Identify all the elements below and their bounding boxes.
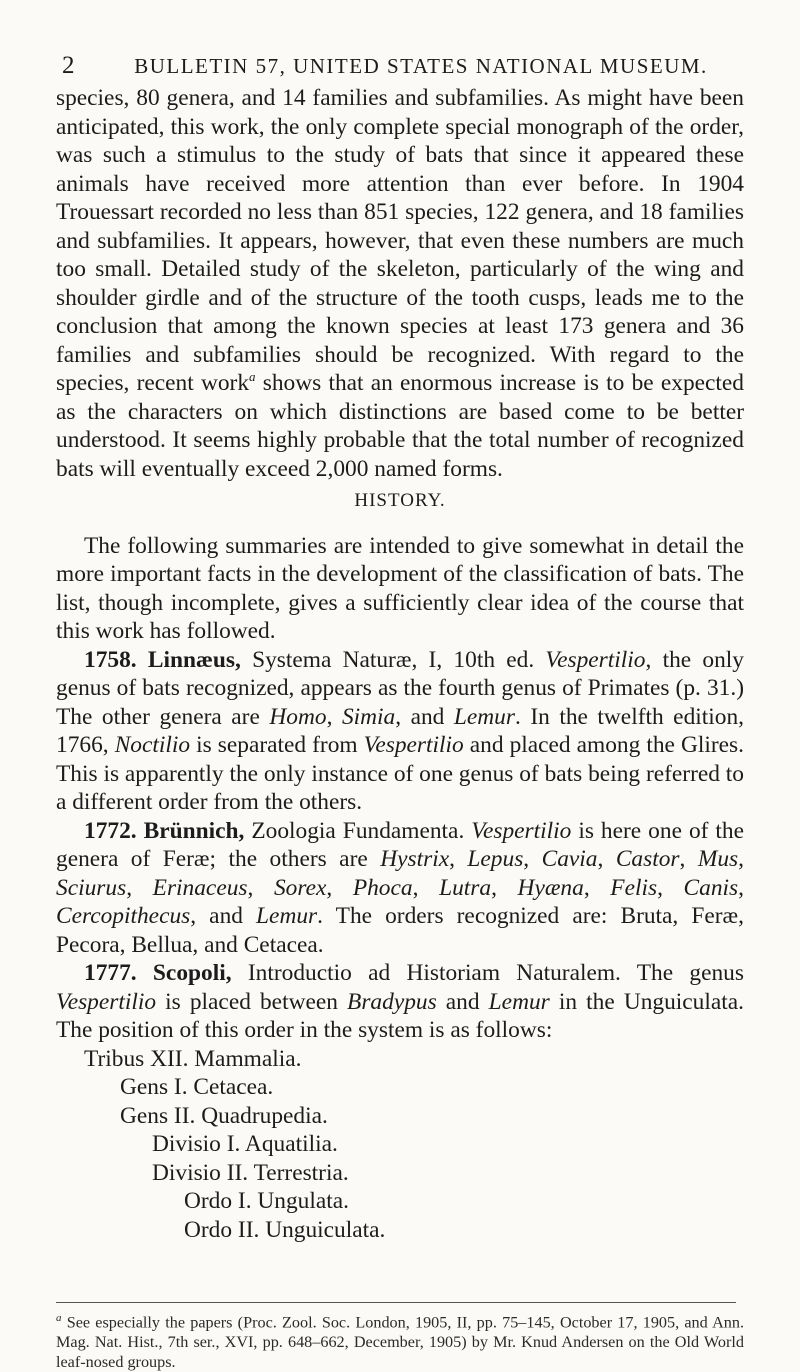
running-head: BULLETIN 57, UNITED STATES NATIONAL MUSEUM. <box>134 54 708 78</box>
intro-paragraph: species, 80 genera, and 14 families and subfamilies. As might have been anticipated, this work, the only complete special monograph of the order, was such a stimulus to the study of bats that since it appeared these animals have received more attention than ever before. In 1904 Trouessart recorded no less than 851 species, 122 genera, and 18 families and subfamilies. It appears, however, that even these numbers are much too small. Detailed study of the skeleton, particularly of the wing and shoulder girdle and of the structure of the tooth cusps, leads me to the conclusion that among the known species at least 173 genera and 36 families and subfamilies should be recognized. With regard to the species, recent work$^a$ shows that an enormous increase is to be expected as the characters on which distinctions are based come to be better understood. It seems highly probable that the total number of recognized bats will eventually exceed 2,000 named forms. <box>56 85 744 482</box>
footnote <box>56 1308 744 1372</box>
section-heading: HISTORY. <box>354 490 446 511</box>
entry-1772: 1772. Brünnich, Zoologia Fundamenta. Vespertilio is here one of the genera of Feræ; the others are Hystrix, Lepus, Cavia, Castor, Mus, Sciurus, Erinaceus, Sorex, Phoca, Lutra, Hyæna, Felis, Canis, Cercopithecus, and Lemur. The orders recognized are: Bruta, Feræ, Pecora, Bellua, and Cetacea. <box>56 817 745 958</box>
taxonomy-line: Divisio II. Terrestria. <box>152 1159 349 1186</box>
taxonomy-list <box>56 1045 744 1245</box>
taxonomy-line: Tribus XII. Mammalia. <box>84 1045 302 1072</box>
footnote-text: See especially the papers (Proc. Zool. Soc. London, 1905, II, pp. 75–145, October 17, 1905, and Ann. Mag. Nat. Hist., 7th ser., XVI, pp. 648–662, December, 1905) by Mr. Knud Andersen on the Old World leaf-nosed groups. <box>56 1313 744 1372</box>
taxonomy-line: Ordo I. Ungulata. <box>184 1188 349 1214</box>
page-header <box>62 52 740 82</box>
taxonomy-line: Divisio I. Aquatilia. <box>152 1131 338 1157</box>
taxonomy-line: Gens I. Cetacea. <box>120 1074 274 1100</box>
entry-1777: 1777. Scopoli, Introductio ad Historiam Naturalem. The genus Vespertilio is placed between Bradypus and Lemur in the Unguiculata. The position of this order in the system is as follows: <box>56 960 744 1043</box>
taxonomy-line: Ordo II. Unguiculata. <box>184 1216 386 1243</box>
body-text <box>56 84 744 1244</box>
entry-1758: 1758. Linnæus, Systema Naturæ, I, 10th ed. Vespertilio, the only genus of bats recognized, appears as the fourth genus of Primates (p. 31.) The other genera are Homo, Simia, and Lemur. In the twelfth edition, 1766, Noctilio is separated from Vespertilio and placed among the Glires. This is apparently the only instance of one genus of bats being referred to a different order from the others. <box>56 646 744 815</box>
page-number: 2 <box>62 52 75 79</box>
footnote-reference: a <box>249 369 256 385</box>
history-intro-paragraph: The following summaries are intended to give somewhat in detail the more important facts in the development of the classification of bats. The list, though incomplete, gives a sufficiently clear idea of the course that this work has followed. <box>56 532 744 644</box>
footnote-rule <box>56 1302 736 1303</box>
footnote-mark: a <box>56 1312 62 1324</box>
taxonomy-line: Gens II. Quadrupedia. <box>120 1102 328 1129</box>
